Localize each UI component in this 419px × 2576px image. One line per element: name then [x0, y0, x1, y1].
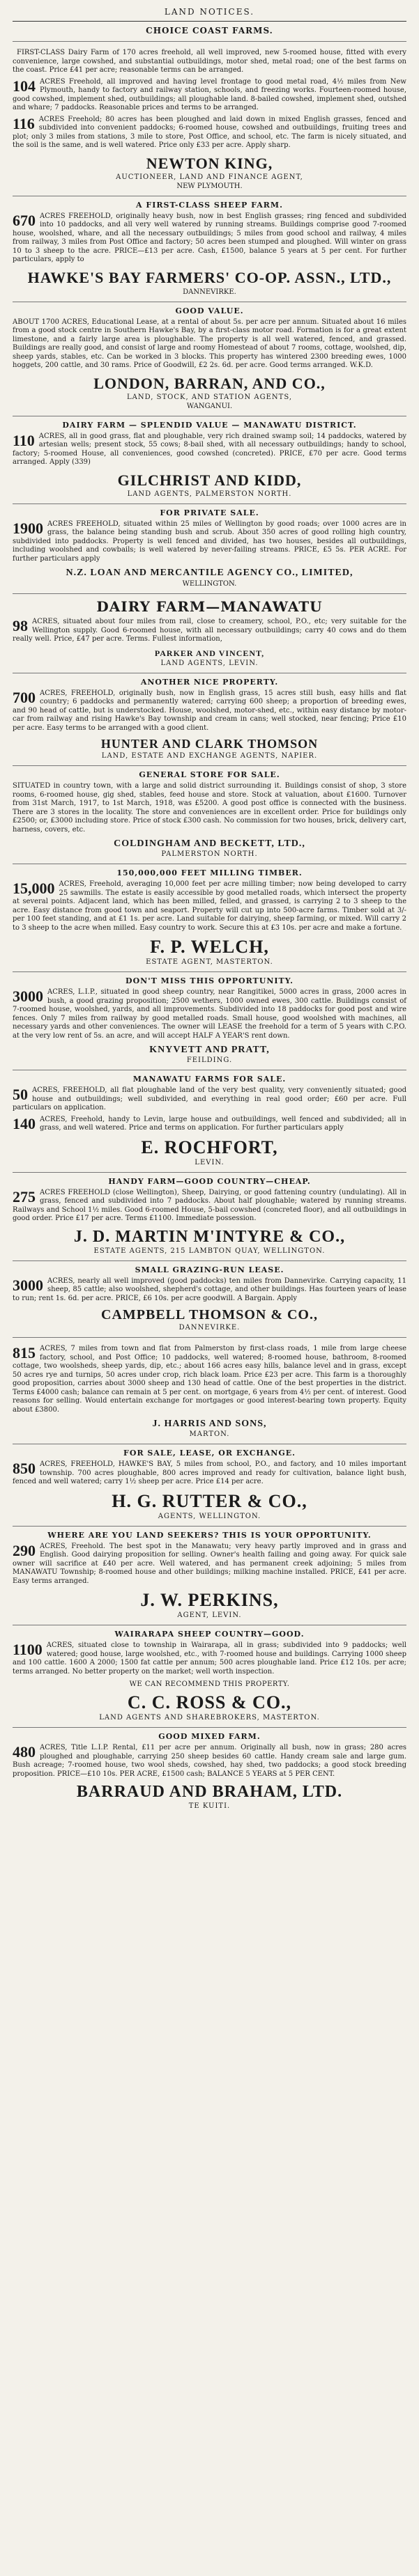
agent-name: COLDINGHAM AND BECKETT, LTD., [114, 838, 305, 849]
agent-name: E. ROCHFORT, [141, 1137, 278, 1157]
listing [13, 49, 406, 75]
ad-london-barran [13, 302, 406, 416]
agent-name: PARKER AND VINCENT, [154, 648, 265, 658]
agent-role: LAND, ESTATE AND EXCHANGE AGENTS, NAPIER. [101, 752, 318, 760]
listing [13, 520, 406, 564]
listing-text: FIRST-CLASS Dairy Farm of 170 acres freehold, all well improved, new 5-roomed house, fitted with every convenience, large cowshed, and substantial outbuildings, motor shed, metal road; one of the best farms on the coast. Price £41 per acre; reasonable terms can be arranged. [13, 49, 406, 74]
listing-text: ACRES, L.I.P., situated in good sheep country, near Rangitikei, 5000 acres in grass, 2000 acres in bush, a good grazing proposition; 2500 wethers, 1000 owned ewes, 300 cattle. Buildings consist of 7-roomed house, woolshed, yards, and all improvements. Subdivided into 18 paddocks for good post and wire fences. Only 7 miles from railway by good metalled roads. Small house, good woolshed with machines, all necessary yards and other conveniences. The owner will LEASE the freehold for a term of 5 years with C.P.O. at the very low rent of 5s. an acre, and will accept HALF A YEAR'S rent down. [13, 988, 406, 1040]
listing [13, 880, 406, 932]
listing [13, 1277, 406, 1304]
agent-name: CAMPBELL THOMSON & CO., [101, 1307, 318, 1322]
listing-acres: 275 [13, 1187, 36, 1205]
agent-name: KNYVETT AND PRATT, [149, 1045, 270, 1055]
listing-text: ACRES, FREEHOLD, HAWKE'S BAY, 5 miles from school, P.O., and factory, and 10 miles important township. 700 acres ploughable, 800 acres improved and ready for cultivation, balance light bush, fenced and well watered; carry 1½ sheep per acre. Price £14 per acre. [13, 1460, 406, 1485]
agent-role: DANNEVIRKE. [178, 1324, 241, 1332]
listing-acres: 1100 [13, 1641, 43, 1658]
listing-acres: 3000 [13, 1276, 43, 1294]
agent-block [13, 1307, 406, 1332]
ad-heading: SMALL GRAZING-RUN LEASE. [135, 1265, 284, 1274]
listing [13, 1345, 406, 1414]
agent-role: AUCTIONEER, LAND AND FINANCE AGENT, [116, 173, 303, 181]
ad-hunter-clark [13, 673, 406, 766]
agent-block [13, 1045, 406, 1064]
agent-role: TE KUITI. [188, 1802, 231, 1810]
listing [13, 78, 406, 113]
listing-acres: 98 [13, 617, 28, 634]
listing [13, 1744, 406, 1779]
listing [13, 988, 406, 1040]
agent-name: HUNTER AND CLARK THOMSON [100, 737, 319, 751]
listing-acres: 110 [13, 431, 35, 449]
listing [13, 1086, 406, 1113]
agent-block [13, 1491, 406, 1520]
ad-heading: FOR PRIVATE SALE. [160, 508, 259, 517]
ad-harris-sons [13, 1337, 406, 1444]
ad-heading: HANDY FARM—GOOD COUNTRY—CHEAP. [108, 1176, 311, 1186]
agent-role: MARTON. [189, 1430, 230, 1438]
listing-acres: 3000 [13, 988, 43, 1005]
agent-block [13, 1783, 406, 1810]
agent-name: N.Z. LOAN AND MERCANTILE AGENCY CO., LIMITED, [66, 568, 353, 578]
listing-text: ACRES, Freehold, handy to Levin, large house and outbuildings, well fenced and subdivided; all in grass, and well watered. Price and terms on application. For further particulars apply [40, 1115, 406, 1132]
agent-block [13, 269, 406, 296]
ad-campbell-thomson [13, 1260, 406, 1338]
ad-hawkes-bay [13, 196, 406, 302]
agent-block [13, 471, 406, 498]
section-title: CHOICE COAST FARMS. [146, 26, 273, 36]
agent-role: AGENTS, WELLINGTON. [158, 1512, 261, 1520]
agent-block [13, 1590, 406, 1619]
ad-perkins [13, 1526, 406, 1625]
ad-heading: GOOD VALUE. [175, 306, 244, 315]
listing-acres: 50 [13, 1086, 28, 1103]
agent-role: PALMERSTON NORTH. [161, 850, 258, 858]
agent-role: AGENT, LEVIN. [177, 1611, 242, 1619]
agent-role: ESTATE AGENTS, 215 LAMBTON QUAY, WELLINGTON. [93, 1247, 326, 1255]
ad-heading: DON'T MISS THIS OPPORTUNITY. [125, 976, 294, 985]
agent-name: F. P. WELCH, [150, 937, 269, 957]
agent-place: NEW PLYMOUTH. [176, 182, 243, 190]
listing-text: ACRES Freehold, all improved and having level frontage to good metal road, 4½ miles from New Plymouth, handy to factory and railway station, schools, and freezing works. Fourteen-roomed house, good cowshed, implement shed, outbuildings; all ploughable land. 8-bailed cowshed, implement shed, outshed and whare; 7 paddocks. Reasonable prices and terms to be arranged. [13, 77, 406, 111]
agent-name: J. W. PERKINS, [140, 1590, 279, 1610]
newspaper-page [13, 0, 406, 1816]
ad-rutter [13, 1444, 406, 1526]
agent-place: WELLINGTON. [182, 580, 237, 588]
listing-acres: 815 [13, 1344, 36, 1361]
listing-text: ACRES, nearly all well improved (good paddocks) ten miles from Dannevirke. Carrying capacity, 11 sheep, 85 cattle; also woolshed, shepherd's cottage, and other buildings. Has fourteen years of lease to run; rent 1s. 6d. per acre. PRICE, £6 10s. per acre goodwill. A Bargain. Apply [13, 1277, 406, 1302]
agent-block [13, 737, 406, 760]
agent-block [13, 375, 406, 410]
listing [13, 618, 406, 644]
agent-block [13, 937, 406, 966]
listing [13, 432, 406, 467]
listing-text: ACRES, all in good grass, flat and ploughable, very rich drained swamp soil; 14 paddocks, watered by artesian wells; present stock, 55 cows; 8-bail shed, with all necessary outbuildings; handy to school, factory; 5-roomed House, all conveniences, good cowshed (concreted). PRICE, £70 per acre. Good terms arranged. Apply (339) [13, 432, 406, 466]
agent-block [13, 838, 406, 858]
listing-text: ACRES FREEHOLD, originally heavy bush, now in best English grasses; ring fenced and subdivided into 10 paddocks, and all very well watered by running streams. Buildings comprise good 7-roomed house, woolshed, whare, and all the necessary outbuildings; 5 miles from good school and railway, 4 miles from railway, 3 miles from Post Office and factory; 50 acres been stumped and ploughed. Will winter on grass 10 to 3 sheep to the acre. PRICE—£13 per acre. Cash, £1500, balance 5 years at 5 per cent. For further particulars, apply to [13, 212, 406, 263]
listing [13, 1543, 406, 1586]
listing-acres: 104 [13, 77, 36, 95]
listing-text: ACRES, 7 miles from town and flat from Palmerston by first-class roads, 1 mile from large cheese factory, school, and Post Office; 10 paddocks, well watered; 8-roomed house, bathroom, 8-roomed cottage, two woolsheds, sheep yards, dip, etc.; about 166 acres easy hills, balance level and in grass, except 50 acres rye and turnips, 50 acres under crop, rich black loam. Price £23 per acre. This farm is a thoroughly good proposition, carries about 3000 sheep and 130 head of cattle. One of the best properties in the district. Terms £4000 cash; balance can remain at 5 per cent. on mortgage, 6 years from 4½ per cent. of interest. Good reasons for selling. Would entertain exchange for mortgages or good interest-bearing town property. Equity about £3800. [13, 1345, 406, 1414]
ad-heading: GENERAL STORE FOR SALE. [139, 770, 280, 779]
ad-coldingham [13, 765, 406, 864]
agent-name: H. G. RUTTER & CO., [112, 1490, 307, 1511]
listing [13, 1641, 406, 1676]
agent-name: NEWTON KING, [146, 154, 273, 172]
listing-acres: 1900 [13, 519, 43, 537]
listing-acres: 670 [13, 211, 36, 229]
listing [13, 318, 406, 370]
listing-text: ACRES, Freehold. The best spot in the Manawatu; very heavy partly improved and in grass and English. Good dairying proposition for selling. Owner's health failing and going away. For quick sale owner will sacrifice at £40 per acre. Well watered, and has permanent creek adjoining; 5 miles from MANAWATU Township; 8-roomed house and other buildings; milking machine installed. PRICE, £41 per acre. Easy terms arranged. [13, 1542, 406, 1585]
listing [13, 1460, 406, 1487]
listing [13, 1116, 406, 1133]
ad-heading: A FIRST-CLASS SHEEP FARM. [136, 200, 283, 210]
agent-name: GILCHRIST AND KIDD, [117, 471, 302, 489]
agent-role: FEILDING. [186, 1056, 233, 1064]
agent-block [13, 155, 406, 190]
listing-acres: 140 [13, 1114, 36, 1132]
ad-barraud-abraham [13, 1727, 406, 1816]
agent-name: C. C. ROSS & CO., [127, 1692, 292, 1712]
listing [13, 1189, 406, 1224]
agent-block [13, 568, 406, 588]
listing-text: ACRES FREEHOLD, situated within 25 miles of Wellington by good roads; over 1000 acres are in grass, the balance being standing bush and scrub. About 350 acres of good rolling high country, subdivided into paddocks. Property is well fenced and divided, has two houses, besides all outbuildings, including woolshed and cowbails; is well watered by never-failing streams. PRICE, £5 5s. PER ACRE. For further particulars apply [13, 520, 406, 563]
listing-text: ACRES, situated about four miles from rail, close to creamery, school, P.O., etc; very suitable for the Wellington supply. Good 6-roomed house, with all necessary outbuildings; carry 40 cows and do them really well. Price, £47 per acre. Terms. Fullest information, [13, 618, 406, 643]
listing-text: SITUATED in country town, with a large and solid district surrounding it. Buildings consist of shop, 3 store rooms, 6-roomed house, gig shed, stables, feed house and store. Stock at valuation, about £1600. Turnover from 31st March, 1917, to 1st March, 1918, was £5200. A good post office is connected with the business. There are 3 stores in the locality. The store and conveniences are in excellent order. Price for buildings only £2500; or, £3000 including store. Price of stock £300 cash. No commission for two houses, brick, delivery cart, harness, covers, etc. [13, 782, 406, 834]
agent-block [13, 1419, 406, 1438]
listing [13, 212, 406, 265]
listing-text: ACRES, FREEHOLD, originally bush, now in English grass, 15 acres still bush, easy hills and flat country; 6 paddocks and permanently watered; carrying 600 sheep; a proportion of breeding ewes, and 90 head of cattle, but is understocked. House, woolshed, motor-shed, etc., within easy distance by motor-car from railway and rising Hawke's Bay township and cream in cans; well stocked, near fencing; Price £10 per acre. Easy terms to be arranged with a good client. [13, 689, 406, 732]
ad-heading: MANAWATU FARMS FOR SALE. [132, 1075, 287, 1084]
agent-role: LEVIN. [195, 1158, 224, 1166]
ad-heading: FOR SALE, LEASE, OR EXCHANGE. [123, 1449, 296, 1458]
ad-heading: DAIRY FARM — SPLENDID VALUE — MANAWATU DISTRICT. [62, 420, 357, 430]
agent-place: DANNEVIRKE. [183, 288, 236, 296]
agent-role: LAND AGENTS, PALMERSTON NORTH. [127, 490, 292, 498]
listing-acres: 15,000 [13, 880, 55, 897]
listing-text: ACRES, Freehold, averaging 10,000 feet per acre milling timber; now being developed to carry 25 sawmills. The estate is easily accessible by good metalled roads, which intersect the property at several points. Adjacent land, which has been milled, felled, and grassed, is carrying 2 to 3 sheep to the acre. Easy distance from good town and seaport. Property will cut up into 500-acre farms. Timber sold at 3/- per 100 feet standing, and at £1 1s. per acre. Land suitable for dairying, sheep farming, or mixed. Will carry 2 to 3 sheep to the acre when milled. Easy country to work. Secure this at £3 10s. per acre and make a fortune. [13, 880, 406, 932]
ad-rochfort [13, 1070, 406, 1172]
listing-acres: 700 [13, 688, 36, 706]
listing [13, 689, 406, 733]
ad-nz-loan [13, 504, 406, 594]
listing-acres: 480 [13, 1743, 36, 1761]
agent-name: LONDON, BARRAN, AND CO., [93, 374, 326, 392]
ad-heading: GOOD MIXED FARM. [158, 1732, 261, 1741]
listing-acres: 290 [13, 1541, 36, 1559]
listing-acres: 850 [13, 1460, 36, 1477]
recommend-note: WE CAN RECOMMEND THIS PROPERTY. [129, 1680, 290, 1688]
agent-block [13, 648, 406, 667]
listing-text: ACRES FREEHOLD (close Wellington), Sheep, Dairying, or good fattening country (undulating). All in grass, fenced and subdivided into 7 paddocks. About half ploughable; watered by running streams. Railways and School 1½ miles. Good 6-roomed House, 5-bail cowshed (concreted floor), and all outbuildings in good order. Price £17 per acre. Terms £1100. Immediate possession. [13, 1188, 406, 1222]
ad-ross [13, 1625, 406, 1727]
ad-parker-vincent [13, 593, 406, 673]
ad-newton-king [13, 41, 406, 196]
ad-heading: WAIRARAPA SHEEP COUNTRY—GOOD. [114, 1630, 305, 1639]
page-header-title: LAND NOTICES. [164, 7, 255, 17]
ad-welch [13, 864, 406, 971]
agent-place: WANGANUI. [186, 402, 233, 410]
ad-heading: ANOTHER NICE PROPERTY. [140, 677, 279, 687]
ad-heading: 150,000,000 FEET MILLING TIMBER. [116, 868, 303, 877]
agent-block [13, 1228, 406, 1255]
ad-knyvett-pratt [13, 971, 406, 1070]
ad-heading: DAIRY FARM—MANAWATU [96, 598, 323, 615]
listing [13, 116, 406, 150]
listing [13, 782, 406, 834]
ad-gilchrist-kidd [13, 416, 406, 504]
listing-text: ACRES Freehold; 80 acres has been ploughed and laid down in mixed English grasses, fenced and subdivided into convenient paddocks; 6-roomed house, cowshed and outbuildings, fruiting trees and plot; only 3 miles from stations, 3 mile to store, Post Office, and school, etc. The farm is nicely situated, and the soil is the same, and is well watered. Price only £33 per acre. Apply sharp. [13, 115, 406, 149]
listing-text: ACRES, Title L.I.P. Rental, £11 per acre per annum. Originally all bush, now in grass; 280 acres ploughed and ploughable, carrying 250 sheep besides 60 cattle. Handy cream sale and large gum. Bush acreage; 7-roomed house, two wool sheds, cowshed, hay shed, two paddocks; a good stock breeding proposition. PRICE—£10 10s. PER ACRE, £1500 cash; BALANCE 5 YEARS at 5 PER CENT. [13, 1744, 406, 1778]
listing-text: ABOUT 1700 ACRES, Educational Lease, at a rental of about 5s. per acre per annum. Situated about 16 miles from a good stock centre in Southern Hawke's Bay, by a first-class motor road. Formation is for a great extent limestone, and a fairly large area is ploughable. The property is all well watered, fenced, and grassed. Buildings are really good, and consist of large and roomy Homestead of about 7 rooms, cottage, woolshed, dip, sheep yards, stables, etc. Can be worked in 3 blocks. This property has wintered 2300 breeding ewes, 1000 hoggets, 200 cattle, and 30 rams. Price of Goodwill, £2 2s. 6d. per acre. Good terms arranged. W.K.D. [13, 318, 406, 369]
agent-role: ESTATE AGENT, MASTERTON. [146, 958, 273, 966]
agent-name: J. D. MARTIN M'INTYRE & CO., [73, 1227, 346, 1246]
agent-block [13, 1137, 406, 1166]
agent-block [13, 1692, 406, 1722]
agent-name: J. HARRIS AND SONS, [152, 1419, 267, 1429]
agent-name: BARRAUD AND BRAHAM, LTD. [76, 1783, 343, 1801]
listing-text: ACRES, FREEHOLD, all flat ploughable land of the very best quality, very conveniently situated; good house and outbuildings; well subdivided, and everything in real good order; £60 per acre. Full particulars on application. [13, 1086, 406, 1111]
ad-martin-mintyre [13, 1172, 406, 1260]
agent-role: LAND AGENTS, LEVIN. [160, 659, 259, 667]
listing-acres: 116 [13, 114, 35, 132]
listing-text: ACRES, situated close to township in Wairarapa, all in grass; subdivided into 9 paddocks; well watered; good house, large woolshed, etc., with 7-roomed house and buildings. Carrying 1000 sheep and 100 cattle. 1600 A 2000; 1500 fat cattle per annum; 500 acres ploughable land. Price £12 10s. per acre; terms arranged. No better property on the market; well worth inspection. [13, 1641, 406, 1676]
page-header [13, 7, 406, 22]
agent-role: LAND, STOCK, AND STATION AGENTS, [127, 393, 292, 401]
ad-heading: WHERE ARE YOU LAND SEEKERS? THIS IS YOUR OPPORTUNITY. [47, 1530, 372, 1540]
agent-role: LAND AGENTS AND SHAREBROKERS, MASTERTON. [99, 1714, 320, 1722]
agent-name: HAWKE'S BAY FARMERS' CO-OP. ASSN., LTD., [27, 268, 392, 286]
